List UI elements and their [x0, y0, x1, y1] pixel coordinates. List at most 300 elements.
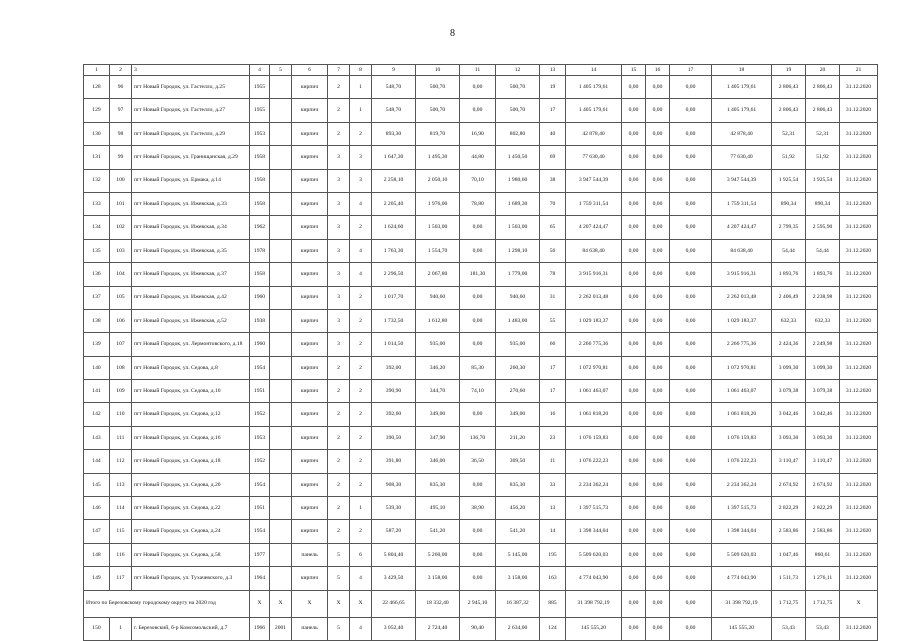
table-cell: кирпич: [292, 309, 328, 332]
table-cell: X: [250, 590, 270, 617]
total-row: [84, 590, 878, 617]
table-cell: 36,50: [460, 450, 496, 473]
table-cell: 390,50: [372, 426, 416, 449]
table-cell: 17: [540, 380, 566, 403]
table-cell: 112: [110, 450, 132, 473]
table-cell: 105: [110, 286, 132, 309]
table-cell: пгт Новый Городок, ул. Седова, д.10: [132, 380, 250, 403]
table-row: [84, 169, 878, 192]
table-cell: 0,00: [670, 403, 712, 426]
table-cell: 3 052,40: [372, 617, 416, 640]
table-cell: кирпич: [292, 520, 328, 543]
table-cell: 1938: [250, 309, 270, 332]
table-cell: 1 612,80: [416, 309, 460, 332]
table-cell: 1 076 222,23: [566, 450, 622, 473]
table-cell: пгт Новый Городок, ул. Седова, д.58: [132, 543, 250, 566]
table-cell: 0,00: [622, 497, 646, 520]
table-cell: 1953: [250, 426, 270, 449]
table-cell: 3 099,30: [806, 356, 840, 379]
table-cell: 16: [646, 65, 670, 76]
table-cell: 0,00: [646, 99, 670, 122]
table-cell: 1 061 818,20: [566, 403, 622, 426]
table-row: [84, 216, 878, 239]
table-row: [84, 239, 878, 262]
table-cell: 145 555,20: [566, 617, 622, 640]
table-cell: 587,20: [372, 520, 416, 543]
table-cell: 0,00: [460, 473, 496, 496]
table-cell: 110: [110, 403, 132, 426]
table-row: [84, 520, 878, 543]
table-cell: 392,00: [372, 356, 416, 379]
table-cell: 0,00: [622, 567, 646, 590]
table-cell: пгт Новый Городок, ул. Гастелло, д.27: [132, 99, 250, 122]
table-cell: пгт Новый Городок, ул. Ижевская, д.33: [132, 192, 250, 215]
table-cell: 0,00: [622, 403, 646, 426]
table-cell: 138: [84, 309, 110, 332]
table-cell: 31.12.2020: [840, 239, 878, 262]
table-cell: 1 450,50: [496, 146, 540, 169]
table-cell: 148: [84, 543, 110, 566]
table-cell: кирпич: [292, 146, 328, 169]
table-cell: 1 925,54: [806, 169, 840, 192]
table-cell: 4: [350, 617, 372, 640]
table-cell: 2 296,50: [372, 263, 416, 286]
table-cell: кирпич: [292, 76, 328, 99]
table-cell: 140: [84, 356, 110, 379]
table-cell: 21: [840, 65, 878, 76]
table-cell: 5 260,00: [416, 543, 460, 566]
table-cell: 2: [328, 403, 350, 426]
table-cell: 13: [540, 497, 566, 520]
table-cell: 4: [350, 192, 372, 215]
table-cell: 1 061 463,07: [712, 380, 772, 403]
table-cell: 149: [84, 567, 110, 590]
table-cell: 2 249,98: [806, 333, 840, 356]
table-cell: 2 234 362,24: [712, 473, 772, 496]
table-cell: 548,70: [372, 76, 416, 99]
table-cell: 2: [328, 426, 350, 449]
table-cell: 74,10: [460, 380, 496, 403]
table-cell: 1954: [250, 356, 270, 379]
table-row: [84, 403, 878, 426]
table-cell: 53,43: [806, 617, 840, 640]
table-cell: кирпич: [292, 497, 328, 520]
table-cell: 541,20: [496, 520, 540, 543]
table-row: [84, 567, 878, 590]
table-cell: 2: [110, 65, 132, 76]
table-cell: 940,60: [416, 286, 460, 309]
table-cell: 31.12.2020: [840, 146, 878, 169]
table-cell: 1: [350, 99, 372, 122]
table-cell: 2: [328, 497, 350, 520]
table-cell: 1 029 183,37: [566, 309, 622, 332]
table-cell: 211,20: [496, 426, 540, 449]
table-cell: 150: [84, 617, 110, 640]
table-cell: 6: [292, 65, 328, 76]
table-cell: 0,00: [622, 76, 646, 99]
table-cell: 2 822,29: [772, 497, 806, 520]
table-cell: 70: [540, 192, 566, 215]
table-cell: 0,00: [622, 169, 646, 192]
table-cell: 84 638,40: [712, 239, 772, 262]
table-cell: 0,00: [646, 356, 670, 379]
table-cell: 1 759 311,54: [712, 192, 772, 215]
table-cell: 2 234 362,24: [566, 473, 622, 496]
table-cell: 3 110,47: [772, 450, 806, 473]
table-cell: 0,00: [622, 617, 646, 640]
table-cell: 7: [328, 65, 350, 76]
table-cell: 0,00: [646, 590, 670, 617]
table-cell: 0,00: [670, 497, 712, 520]
table-cell: 1955: [250, 76, 270, 99]
table-cell: 4: [350, 263, 372, 286]
table-row: [84, 380, 878, 403]
table-cell: 31.12.2020: [840, 216, 878, 239]
table-cell: 935,00: [416, 333, 460, 356]
table-cell: 0,00: [670, 450, 712, 473]
table-cell: 1 061 463,07: [566, 380, 622, 403]
table-row: [84, 122, 878, 145]
table-cell: 1 017,70: [372, 286, 416, 309]
table-cell: 66: [540, 333, 566, 356]
table-cell: 6: [350, 543, 372, 566]
table-cell: 2: [328, 473, 350, 496]
table-cell: кирпич: [292, 239, 328, 262]
table-cell: 1 759 311,54: [566, 192, 622, 215]
table-cell: 3 099,30: [772, 356, 806, 379]
table-cell: 0,00: [670, 356, 712, 379]
table-cell: 2: [328, 450, 350, 473]
table-cell: 2: [350, 309, 372, 332]
table-cell: 347,90: [416, 426, 460, 449]
table-cell: 3 079,38: [772, 380, 806, 403]
table-cell: [270, 450, 292, 473]
table-cell: 2: [350, 216, 372, 239]
table-cell: 31.12.2020: [840, 543, 878, 566]
table-cell: 2 067,80: [416, 263, 460, 286]
table-cell: 40: [540, 122, 566, 145]
table-cell: 116: [110, 543, 132, 566]
table-cell: 1 072 970,81: [566, 356, 622, 379]
table-cell: 2: [328, 380, 350, 403]
table-cell: 106: [110, 309, 132, 332]
table-cell: 51,92: [806, 146, 840, 169]
table-cell: пгт Новый Городок, ул. Седова, д.16: [132, 426, 250, 449]
table-cell: 1964: [250, 567, 270, 590]
table-cell: 31.12.2020: [840, 333, 878, 356]
table-cell: кирпич: [292, 426, 328, 449]
table-cell: 1 624,60: [372, 216, 416, 239]
table-cell: 1: [84, 65, 110, 76]
table-cell: 19: [540, 76, 566, 99]
table-cell: 3 042,46: [806, 403, 840, 426]
table-cell: 23: [540, 426, 566, 449]
table-cell: 65: [540, 216, 566, 239]
table-cell: пгт Новый Городок, ул. Седова, д.18: [132, 450, 250, 473]
table-cell: 2: [350, 380, 372, 403]
table-cell: пгт Новый Городок, ул. Седова, д.12: [132, 403, 250, 426]
table-cell: 3 947 544,39: [712, 169, 772, 192]
table-cell: 111: [110, 426, 132, 449]
table-cell: пгт Новый Городок, ул. Лермонтовского, д.18: [132, 333, 250, 356]
table-cell: пгт Новый Городок, ул. Гранищанская, д.29: [132, 146, 250, 169]
table-cell: 541,20: [416, 520, 460, 543]
table-cell: 5: [328, 567, 350, 590]
table-cell: 136: [84, 263, 110, 286]
table-cell: 349,00: [416, 403, 460, 426]
table-cell: 0,00: [670, 216, 712, 239]
table-cell: 0,00: [670, 473, 712, 496]
table-cell: 1 047,46: [772, 543, 806, 566]
table-cell: 2 583,86: [806, 520, 840, 543]
table-cell: 0,00: [622, 543, 646, 566]
table-cell: 1 397 515,73: [566, 497, 622, 520]
table-cell: 1 554,70: [416, 239, 460, 262]
table-cell: кирпич: [292, 356, 328, 379]
table-cell: 2 262 013,48: [712, 286, 772, 309]
table-row: [84, 99, 878, 122]
table-cell: 0,00: [670, 309, 712, 332]
table-cell: 1954: [250, 473, 270, 496]
table-cell: 3: [328, 216, 350, 239]
table-cell: 260,30: [496, 356, 540, 379]
table-cell: 3 042,46: [772, 403, 806, 426]
table-cell: 1 398 344,04: [566, 520, 622, 543]
table-cell: 3 429,50: [372, 567, 416, 590]
table-cell: 31.12.2020: [840, 450, 878, 473]
table-cell: 0,00: [670, 192, 712, 215]
table-row: [84, 450, 878, 473]
table-cell: пгт Новый Городок, ул. Седова, д.8: [132, 356, 250, 379]
table-cell: кирпич: [292, 122, 328, 145]
table-cell: 133: [84, 192, 110, 215]
table-cell: 1 276,11: [806, 567, 840, 590]
table-cell: 890,34: [806, 192, 840, 215]
table-cell: 3: [328, 239, 350, 262]
table-cell: 3 947 544,39: [566, 169, 622, 192]
table-row: [84, 192, 878, 215]
table-cell: 1 397 515,73: [712, 497, 772, 520]
table-cell: [270, 122, 292, 145]
table-cell: 2: [350, 426, 372, 449]
table-cell: пгт Новый Городок, ул. Гастелло, д.29: [132, 122, 250, 145]
table-cell: 31.12.2020: [840, 403, 878, 426]
table-cell: кирпич: [292, 99, 328, 122]
table-cell: 2 266 775,36: [712, 333, 772, 356]
table-cell: 0,00: [622, 309, 646, 332]
table-cell: 44,80: [460, 146, 496, 169]
table-cell: 1: [350, 76, 372, 99]
table-cell: 2: [350, 473, 372, 496]
table-cell: 42 878,40: [712, 122, 772, 145]
table-cell: 0,00: [622, 216, 646, 239]
table-cell: 632,33: [772, 309, 806, 332]
table-cell: [270, 263, 292, 286]
table-cell: 31.12.2020: [840, 122, 878, 145]
table-cell: 139: [84, 333, 110, 356]
table-cell: 15: [622, 65, 646, 76]
table-cell: [270, 309, 292, 332]
table-cell: 1 925,54: [772, 169, 806, 192]
table-cell: 0,00: [646, 403, 670, 426]
table-cell: 500,70: [496, 76, 540, 99]
table-cell: 124: [540, 617, 566, 640]
total-label: Итого по Березовскому городскому округу на 2020 год: [84, 590, 250, 617]
table-cell: 392,60: [372, 403, 416, 426]
table-cell: 114: [110, 497, 132, 520]
table-cell: кирпич: [292, 403, 328, 426]
table-cell: 38,90: [460, 497, 496, 520]
table-cell: 0,00: [622, 99, 646, 122]
table-cell: [270, 473, 292, 496]
table-cell: 0,00: [460, 403, 496, 426]
table-cell: [270, 520, 292, 543]
table-cell: 3 093,30: [806, 426, 840, 449]
table-row: [84, 286, 878, 309]
table-cell: 90,40: [460, 617, 496, 640]
table-cell: 14: [540, 520, 566, 543]
table-cell: 1: [110, 617, 132, 640]
table-cell: 142: [84, 403, 110, 426]
table-cell: 98: [110, 122, 132, 145]
table-cell: 31.12.2020: [840, 169, 878, 192]
table-cell: 456,20: [496, 497, 540, 520]
table-body: [84, 65, 878, 641]
table-cell: 134: [84, 216, 110, 239]
table-cell: [270, 380, 292, 403]
table-cell: 1 980,60: [496, 169, 540, 192]
table-cell: 52,31: [806, 122, 840, 145]
table-cell: 1 503,00: [496, 216, 540, 239]
table-cell: 2: [328, 76, 350, 99]
table-cell: 38: [540, 169, 566, 192]
table-cell: 77 630,40: [566, 146, 622, 169]
table-cell: 349,00: [496, 403, 540, 426]
table-cell: 181,30: [460, 263, 496, 286]
table-cell: 0,00: [622, 286, 646, 309]
table-cell: 1 029 183,37: [712, 309, 772, 332]
table-cell: 1 712,75: [772, 590, 806, 617]
table-cell: 1 298,10: [496, 239, 540, 262]
table-cell: 3: [328, 169, 350, 192]
table-cell: 0,00: [622, 122, 646, 145]
table-cell: 1 405 179,61: [712, 76, 772, 99]
table-cell: 16: [540, 403, 566, 426]
table-cell: 3 093,30: [772, 426, 806, 449]
table-cell: 16,90: [460, 122, 496, 145]
table-cell: пгт Новый Городок, ул. Седова, д.20: [132, 473, 250, 496]
table-cell: 16 387,32: [496, 590, 540, 617]
table-cell: 1 511,73: [772, 567, 806, 590]
table-cell: 2: [328, 122, 350, 145]
table-cell: 1 076 159,83: [712, 426, 772, 449]
table-cell: 0,00: [646, 216, 670, 239]
table-cell: 1977: [250, 543, 270, 566]
table-cell: 1 398 344,04: [712, 520, 772, 543]
table-cell: 2: [350, 403, 372, 426]
table-cell: 0,00: [622, 356, 646, 379]
table-cell: 85,30: [460, 356, 496, 379]
table-cell: кирпич: [292, 380, 328, 403]
table-cell: 3: [328, 309, 350, 332]
table-cell: 1958: [250, 169, 270, 192]
table-cell: пгт Новый Городок, ул. Гастелло, д.25: [132, 76, 250, 99]
table-row: [84, 497, 878, 520]
table-cell: 0,00: [670, 333, 712, 356]
table-cell: 195: [540, 543, 566, 566]
table-cell: панель: [292, 617, 328, 640]
table-cell: 5 804,40: [372, 543, 416, 566]
table-cell: 104: [110, 263, 132, 286]
table-cell: 1 779,00: [496, 263, 540, 286]
table-cell: [270, 333, 292, 356]
table-cell: [270, 192, 292, 215]
table-cell: 1 405 179,61: [566, 76, 622, 99]
table-cell: 0,00: [646, 146, 670, 169]
table-cell: кирпич: [292, 333, 328, 356]
table-cell: кирпич: [292, 192, 328, 215]
table-cell: 0,00: [646, 520, 670, 543]
table-cell: 0,00: [670, 617, 712, 640]
table-cell: [270, 239, 292, 262]
table-cell: 1 483,00: [496, 309, 540, 332]
table-cell: кирпич: [292, 567, 328, 590]
table-cell: 3 110,47: [806, 450, 840, 473]
table-cell: 31.12.2020: [840, 567, 878, 590]
table-cell: кирпич: [292, 473, 328, 496]
table-cell: 17: [540, 356, 566, 379]
page-number: 8: [450, 28, 455, 39]
table-cell: 77 630,40: [712, 146, 772, 169]
table-cell: кирпич: [292, 450, 328, 473]
table-cell: пгт Новый Городок, ул. Ижевская, д.34: [132, 216, 250, 239]
table-cell: 2 424,36: [772, 333, 806, 356]
table-cell: 144: [84, 450, 110, 473]
table-cell: 344,70: [416, 380, 460, 403]
table-cell: X: [328, 590, 350, 617]
table-cell: пгт Новый Городок, ул. Ижевская, д.35: [132, 239, 250, 262]
table-cell: 137: [84, 286, 110, 309]
table-cell: 860,61: [806, 543, 840, 566]
table-cell: 117: [110, 567, 132, 590]
table-cell: 1 893,76: [772, 263, 806, 286]
table-cell: 2: [350, 286, 372, 309]
table-cell: 1 503,00: [416, 216, 460, 239]
table-cell: 31.12.2020: [840, 99, 878, 122]
table-cell: 3 158,00: [496, 567, 540, 590]
table-cell: 0,00: [670, 169, 712, 192]
table-cell: кирпич: [292, 263, 328, 286]
table-cell: 0,00: [670, 76, 712, 99]
table-cell: [270, 286, 292, 309]
table-cell: 1953: [250, 122, 270, 145]
table-cell: 908,30: [372, 473, 416, 496]
table-cell: 0,00: [460, 286, 496, 309]
table-cell: 890,34: [772, 192, 806, 215]
table-cell: 31.12.2020: [840, 309, 878, 332]
table-row: [84, 473, 878, 496]
table-cell: 1958: [250, 146, 270, 169]
table-cell: [270, 169, 292, 192]
table-cell: 0,00: [622, 426, 646, 449]
table-cell: 0,00: [646, 497, 670, 520]
table-cell: 53,43: [772, 617, 806, 640]
table-cell: [270, 146, 292, 169]
table-cell: 0,00: [460, 99, 496, 122]
table-cell: 0,00: [670, 99, 712, 122]
table-cell: 2: [350, 520, 372, 543]
table-cell: 31.12.2020: [840, 520, 878, 543]
